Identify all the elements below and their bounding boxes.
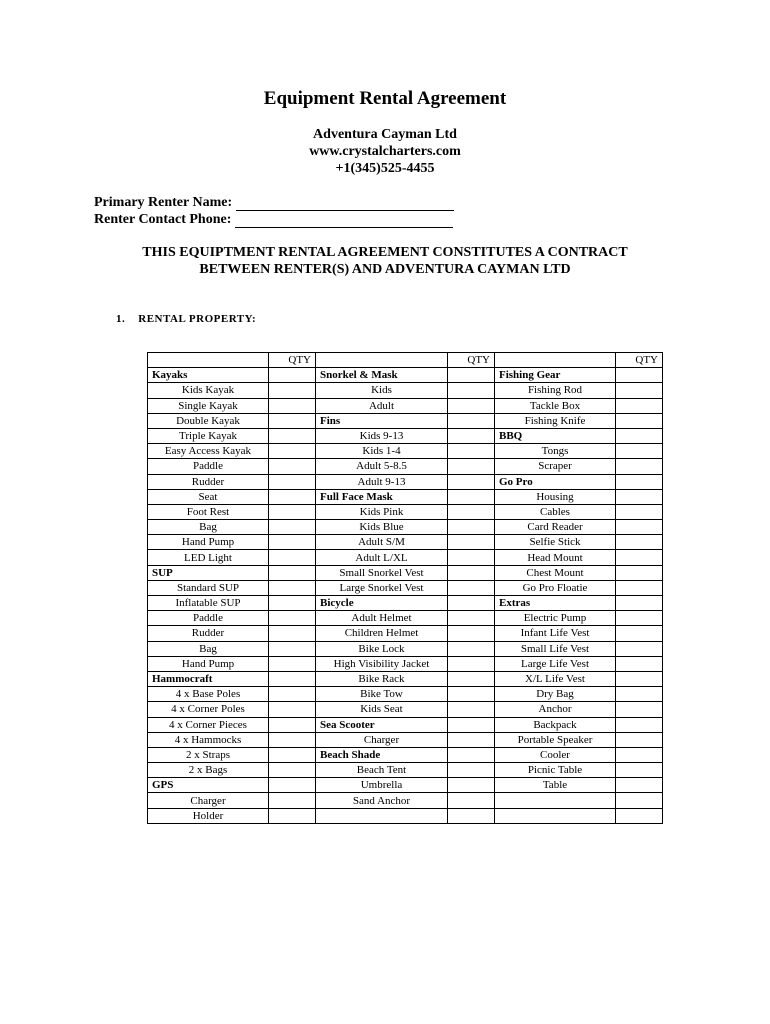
equipment-item: Hand Pump bbox=[148, 656, 269, 671]
table-row bbox=[148, 383, 663, 398]
qty-cell[interactable] bbox=[616, 444, 663, 459]
table-row bbox=[148, 413, 663, 428]
equipment-item: 4 x Base Poles bbox=[148, 687, 269, 702]
qty-cell[interactable] bbox=[269, 778, 316, 793]
equipment-item: Foot Rest bbox=[148, 504, 269, 519]
category-header: Kayaks bbox=[148, 368, 269, 383]
qty-cell[interactable] bbox=[616, 580, 663, 595]
table-row bbox=[148, 702, 663, 717]
equipment-item: Tongs bbox=[495, 444, 616, 459]
equipment-item: Small Snorkel Vest bbox=[316, 565, 448, 580]
table-row bbox=[148, 580, 663, 595]
equipment-item: Double Kayak bbox=[148, 413, 269, 428]
qty-cell[interactable] bbox=[616, 398, 663, 413]
category-header: Go Pro bbox=[495, 474, 616, 489]
table-row bbox=[148, 717, 663, 732]
qty-cell[interactable] bbox=[269, 611, 316, 626]
qty-cell[interactable] bbox=[616, 747, 663, 762]
qty-cell[interactable] bbox=[448, 717, 495, 732]
renter-name-line[interactable] bbox=[236, 196, 454, 211]
company-website: www.crystalcharters.com bbox=[309, 144, 461, 159]
table-row bbox=[148, 459, 663, 474]
qty-cell[interactable] bbox=[616, 611, 663, 626]
equipment-item: Paddle bbox=[148, 459, 269, 474]
equipment-item: Selfie Stick bbox=[495, 535, 616, 550]
equipment-item: Dry Bag bbox=[495, 687, 616, 702]
equipment-item: Anchor bbox=[495, 702, 616, 717]
table-row bbox=[148, 565, 663, 580]
qty-cell[interactable] bbox=[616, 520, 663, 535]
qty-cell[interactable] bbox=[448, 702, 495, 717]
table-row bbox=[148, 428, 663, 443]
header-item-cell bbox=[148, 353, 269, 368]
header-item-cell bbox=[495, 353, 616, 368]
category-header: Bicycle bbox=[316, 596, 448, 611]
company-name: Adventura Cayman Ltd bbox=[313, 127, 457, 142]
table-row bbox=[148, 611, 663, 626]
equipment-item: Go Pro Floatie bbox=[495, 580, 616, 595]
equipment-item: High Visibility Jacket bbox=[316, 656, 448, 671]
renter-name-row bbox=[94, 195, 454, 211]
category-header: Full Face Mask bbox=[316, 489, 448, 504]
table-row bbox=[148, 535, 663, 550]
equipment-item: Single Kayak bbox=[148, 398, 269, 413]
equipment-item: Kids bbox=[316, 383, 448, 398]
qty-cell[interactable] bbox=[616, 550, 663, 565]
contract-line-1: THIS EQUIPTMENT RENTAL AGREEMENT CONSTITUTES A CONTRACT bbox=[142, 245, 628, 260]
qty-cell[interactable] bbox=[269, 626, 316, 641]
qty-cell[interactable] bbox=[448, 474, 495, 489]
equipment-item: Head Mount bbox=[495, 550, 616, 565]
equipment-item: X/L Life Vest bbox=[495, 671, 616, 686]
table-row bbox=[148, 808, 663, 823]
equipment-item: Rudder bbox=[148, 474, 269, 489]
qty-cell[interactable] bbox=[448, 687, 495, 702]
table-row bbox=[148, 504, 663, 519]
equipment-item: Backpack bbox=[495, 717, 616, 732]
document-title: Equipment Rental Agreement bbox=[263, 88, 507, 109]
qty-cell[interactable] bbox=[448, 565, 495, 580]
table-row bbox=[148, 656, 663, 671]
category-header: Extras bbox=[495, 596, 616, 611]
section-title: RENTAL PROPERTY: bbox=[138, 313, 257, 325]
qty-cell[interactable] bbox=[448, 413, 495, 428]
qty-cell[interactable] bbox=[269, 504, 316, 519]
table-row bbox=[148, 596, 663, 611]
table-row bbox=[148, 732, 663, 747]
qty-cell[interactable] bbox=[448, 808, 495, 823]
qty-cell[interactable] bbox=[269, 383, 316, 398]
qty-cell[interactable] bbox=[616, 626, 663, 641]
qty-cell[interactable] bbox=[616, 687, 663, 702]
qty-cell[interactable] bbox=[269, 535, 316, 550]
equipment-item: Electric Pump bbox=[495, 611, 616, 626]
qty-header: QTY bbox=[616, 353, 663, 368]
qty-cell[interactable] bbox=[616, 368, 663, 383]
qty-cell[interactable] bbox=[269, 444, 316, 459]
qty-cell[interactable] bbox=[616, 702, 663, 717]
qty-cell[interactable] bbox=[616, 504, 663, 519]
table-row bbox=[148, 747, 663, 762]
equipment-item: Portable Speaker bbox=[495, 732, 616, 747]
qty-cell[interactable] bbox=[616, 474, 663, 489]
qty-cell[interactable] bbox=[269, 717, 316, 732]
qty-cell[interactable] bbox=[448, 368, 495, 383]
equipment-item: Hand Pump bbox=[148, 535, 269, 550]
equipment-item: Beach Tent bbox=[316, 763, 448, 778]
equipment-item bbox=[495, 808, 616, 823]
equipment-item: Chest Mount bbox=[495, 565, 616, 580]
table-row bbox=[148, 763, 663, 778]
equipment-item: Cooler bbox=[495, 747, 616, 762]
equipment-item: Tackle Box bbox=[495, 398, 616, 413]
qty-cell[interactable] bbox=[269, 580, 316, 595]
qty-cell[interactable] bbox=[616, 383, 663, 398]
section-heading bbox=[116, 313, 256, 325]
table-row bbox=[148, 671, 663, 686]
qty-cell[interactable] bbox=[269, 398, 316, 413]
qty-cell[interactable] bbox=[616, 459, 663, 474]
qty-cell[interactable] bbox=[269, 428, 316, 443]
table-row bbox=[148, 778, 663, 793]
equipment-item: 2 x Straps bbox=[148, 747, 269, 762]
table-row bbox=[148, 489, 663, 504]
equipment-item: Adult bbox=[316, 398, 448, 413]
table-row bbox=[148, 550, 663, 565]
qty-cell[interactable] bbox=[616, 778, 663, 793]
qty-cell[interactable] bbox=[269, 596, 316, 611]
category-header: GPS bbox=[148, 778, 269, 793]
qty-cell[interactable] bbox=[448, 444, 495, 459]
qty-cell[interactable] bbox=[269, 747, 316, 762]
equipment-item: Rudder bbox=[148, 626, 269, 641]
table-row bbox=[148, 626, 663, 641]
qty-cell[interactable] bbox=[448, 793, 495, 808]
qty-cell[interactable] bbox=[616, 535, 663, 550]
qty-cell[interactable] bbox=[448, 611, 495, 626]
equipment-item: LED Light bbox=[148, 550, 269, 565]
equipment-item: Fishing Rod bbox=[495, 383, 616, 398]
qty-cell[interactable] bbox=[448, 383, 495, 398]
qty-cell[interactable] bbox=[616, 413, 663, 428]
qty-cell[interactable] bbox=[269, 656, 316, 671]
category-header: Fishing Gear bbox=[495, 368, 616, 383]
qty-cell[interactable] bbox=[269, 641, 316, 656]
qty-cell[interactable] bbox=[616, 596, 663, 611]
qty-cell[interactable] bbox=[269, 671, 316, 686]
equipment-item: Card Reader bbox=[495, 520, 616, 535]
qty-cell[interactable] bbox=[269, 687, 316, 702]
qty-cell[interactable] bbox=[616, 641, 663, 656]
equipment-item bbox=[495, 793, 616, 808]
equipment-item: Adult S/M bbox=[316, 535, 448, 550]
equipment-item: Large Snorkel Vest bbox=[316, 580, 448, 595]
equipment-item: 4 x Corner Poles bbox=[148, 702, 269, 717]
qty-cell[interactable] bbox=[269, 474, 316, 489]
equipment-item: Adult L/XL bbox=[316, 550, 448, 565]
category-header: Snorkel & Mask bbox=[316, 368, 448, 383]
equipment-item: Housing bbox=[495, 489, 616, 504]
qty-header: QTY bbox=[269, 353, 316, 368]
equipment-item: Kids 9-13 bbox=[316, 428, 448, 443]
qty-cell[interactable] bbox=[448, 671, 495, 686]
qty-cell[interactable] bbox=[448, 747, 495, 762]
equipment-item: Scraper bbox=[495, 459, 616, 474]
qty-cell[interactable] bbox=[616, 489, 663, 504]
category-header: Beach Shade bbox=[316, 747, 448, 762]
equipment-item: Large Life Vest bbox=[495, 656, 616, 671]
equipment-item: Picnic Table bbox=[495, 763, 616, 778]
equipment-item: Kids Pink bbox=[316, 504, 448, 519]
equipment-item: 2 x Bags bbox=[148, 763, 269, 778]
rental-property-table bbox=[147, 352, 663, 824]
equipment-item: Adult Helmet bbox=[316, 611, 448, 626]
qty-cell[interactable] bbox=[448, 535, 495, 550]
category-header: BBQ bbox=[495, 428, 616, 443]
qty-cell[interactable] bbox=[616, 717, 663, 732]
equipment-item: Bag bbox=[148, 520, 269, 535]
company-phone: +1(345)525-4455 bbox=[335, 161, 435, 176]
qty-cell[interactable] bbox=[269, 489, 316, 504]
qty-cell[interactable] bbox=[616, 732, 663, 747]
equipment-item: Adult 9-13 bbox=[316, 474, 448, 489]
equipment-item: Table bbox=[495, 778, 616, 793]
equipment-item: Umbrella bbox=[316, 778, 448, 793]
renter-phone-label: Renter Contact Phone: bbox=[94, 212, 232, 227]
contract-line-2: BETWEEN RENTER(S) AND ADVENTURA CAYMAN LTD bbox=[199, 262, 571, 277]
equipment-item: Kids Blue bbox=[316, 520, 448, 535]
equipment-item: Fishing Knife bbox=[495, 413, 616, 428]
equipment-item: 4 x Corner Pieces bbox=[148, 717, 269, 732]
category-header: SUP bbox=[148, 565, 269, 580]
qty-cell[interactable] bbox=[269, 565, 316, 580]
table-row bbox=[148, 793, 663, 808]
equipment-item: Bag bbox=[148, 641, 269, 656]
table-row bbox=[148, 368, 663, 383]
qty-cell[interactable] bbox=[616, 428, 663, 443]
qty-cell[interactable] bbox=[269, 732, 316, 747]
qty-cell[interactable] bbox=[448, 580, 495, 595]
equipment-item: Kids Seat bbox=[316, 702, 448, 717]
qty-cell[interactable] bbox=[269, 368, 316, 383]
qty-cell[interactable] bbox=[269, 550, 316, 565]
qty-cell[interactable] bbox=[448, 398, 495, 413]
qty-cell[interactable] bbox=[448, 763, 495, 778]
equipment-item: Bike Rack bbox=[316, 671, 448, 686]
section-number: 1. bbox=[116, 313, 126, 325]
equipment-item: Triple Kayak bbox=[148, 428, 269, 443]
equipment-item: Children Helmet bbox=[316, 626, 448, 641]
equipment-item: Sand Anchor bbox=[316, 793, 448, 808]
qty-cell[interactable] bbox=[448, 626, 495, 641]
equipment-item: Adult 5-8.5 bbox=[316, 459, 448, 474]
qty-cell[interactable] bbox=[269, 763, 316, 778]
table-header-row bbox=[148, 353, 663, 368]
equipment-item: Standard SUP bbox=[148, 580, 269, 595]
header-item-cell bbox=[316, 353, 448, 368]
qty-cell[interactable] bbox=[448, 641, 495, 656]
equipment-item: Kids Kayak bbox=[148, 383, 269, 398]
qty-cell[interactable] bbox=[269, 413, 316, 428]
company-block bbox=[0, 126, 770, 177]
qty-cell[interactable] bbox=[616, 565, 663, 580]
equipment-item bbox=[316, 808, 448, 823]
equipment-item: Kids 1-4 bbox=[316, 444, 448, 459]
qty-cell[interactable] bbox=[448, 489, 495, 504]
renter-name-label: Primary Renter Name: bbox=[94, 195, 233, 210]
table-row bbox=[148, 641, 663, 656]
qty-cell[interactable] bbox=[448, 778, 495, 793]
equipment-item: Small Life Vest bbox=[495, 641, 616, 656]
equipment-item: Inflatable SUP bbox=[148, 596, 269, 611]
renter-phone-row bbox=[94, 212, 453, 228]
equipment-item: Paddle bbox=[148, 611, 269, 626]
equipment-item: 4 x Hammocks bbox=[148, 732, 269, 747]
qty-cell[interactable] bbox=[448, 550, 495, 565]
qty-cell[interactable] bbox=[448, 459, 495, 474]
table-row bbox=[148, 444, 663, 459]
qty-cell[interactable] bbox=[448, 656, 495, 671]
qty-header: QTY bbox=[448, 353, 495, 368]
qty-cell[interactable] bbox=[269, 808, 316, 823]
qty-cell[interactable] bbox=[616, 671, 663, 686]
equipment-item: Holder bbox=[148, 808, 269, 823]
equipment-item: Bike Tow bbox=[316, 687, 448, 702]
qty-cell[interactable] bbox=[448, 504, 495, 519]
qty-cell[interactable] bbox=[269, 520, 316, 535]
equipment-item: Easy Access Kayak bbox=[148, 444, 269, 459]
qty-cell[interactable] bbox=[448, 520, 495, 535]
category-header: Fins bbox=[316, 413, 448, 428]
equipment-item: Bike Lock bbox=[316, 641, 448, 656]
qty-cell[interactable] bbox=[269, 793, 316, 808]
equipment-item: Charger bbox=[148, 793, 269, 808]
qty-cell[interactable] bbox=[448, 732, 495, 747]
category-header: Sea Scooter bbox=[316, 717, 448, 732]
qty-cell[interactable] bbox=[616, 656, 663, 671]
equipment-item: Seat bbox=[148, 489, 269, 504]
renter-phone-line[interactable] bbox=[235, 213, 453, 228]
qty-cell[interactable] bbox=[269, 702, 316, 717]
equipment-item: Cables bbox=[495, 504, 616, 519]
qty-cell[interactable] bbox=[269, 459, 316, 474]
qty-cell[interactable] bbox=[616, 808, 663, 823]
qty-cell[interactable] bbox=[616, 793, 663, 808]
qty-cell[interactable] bbox=[448, 596, 495, 611]
equipment-item: Charger bbox=[316, 732, 448, 747]
equipment-item: Infant Life Vest bbox=[495, 626, 616, 641]
table-row bbox=[148, 398, 663, 413]
contract-statement bbox=[0, 244, 770, 278]
qty-cell[interactable] bbox=[448, 428, 495, 443]
category-header: Hammocraft bbox=[148, 671, 269, 686]
qty-cell[interactable] bbox=[616, 763, 663, 778]
table-row bbox=[148, 687, 663, 702]
table-row bbox=[148, 520, 663, 535]
table-row bbox=[148, 474, 663, 489]
